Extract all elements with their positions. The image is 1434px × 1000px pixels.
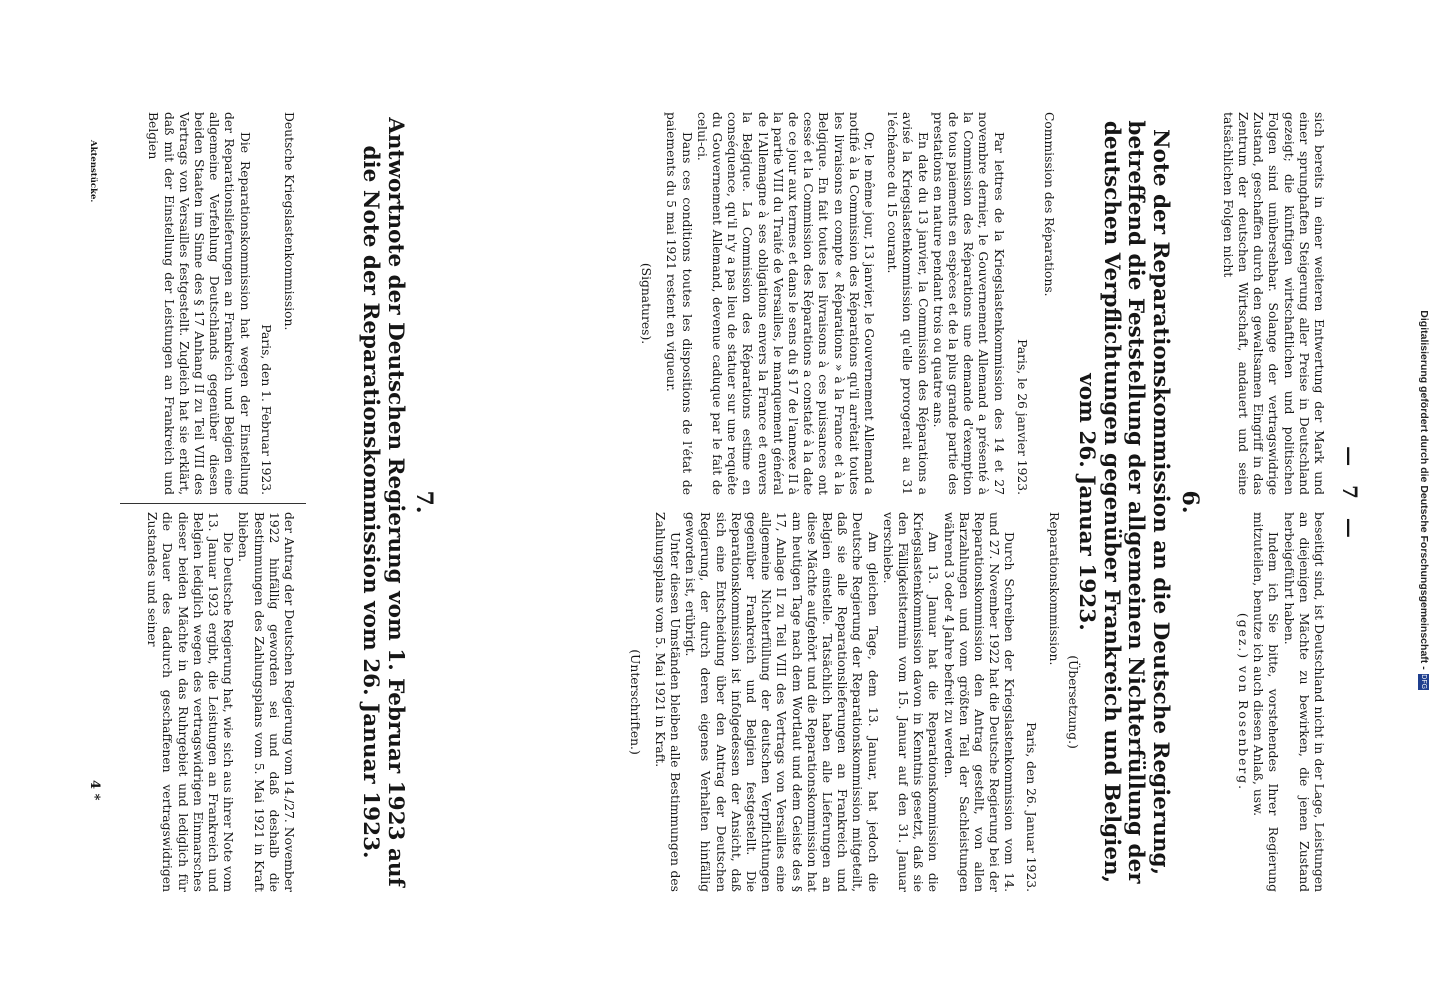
footer-mark: Aktenstücke.: [88, 140, 98, 203]
continuation-text-right: beseitigt sind, ist Deutschland nicht in der Lage, Leistungen an diejenigen Mächte zu bewirken, die jenen Zustand herbeigeführt haben.: [1281, 512, 1326, 892]
closing-paragraph: Indem ich Sie bitte, vorstehendes Ihrer Regierung mitzuteilen, benutze ich auch diesen Anlaß, usw.: [1251, 512, 1281, 892]
section-6-number: 6.: [1177, 490, 1203, 514]
digitization-watermark: [1414, 0, 1434, 1000]
page-number: — 7 —: [1338, 446, 1362, 544]
column-divider: [120, 503, 306, 504]
paragraph: Die Reparationskommission hat wegen der Einstellung der Reparationslieferungen an Frankreich und Belgien eine allgemeine Verfehlung Deutschlands gegenüber diesen beiden Staaten im Sinne des § 17 Anhang II zu Teil VIII des Vertrags von Versailles festgestellt. Zugleich hat sie erklärt, daß mit der Einstellung der Leistungen an Frankreich und Belgien: [146, 112, 252, 495]
paragraph: Durch Schreiben der Kriegslastenkommission vom 14. und 27. November 1922 hat die Deutsche Regierung bei der Reparationskommission den Antrag gestellt, von allen Barzahlungen und vom größten Teil der Sachleistungen während 3 oder 4 Jahre befreit zu werden.: [941, 512, 1017, 892]
paragraph: Unter diesen Umständen bleiben alle Bestimmungen des Zahlungsplans vom 5. Mai 1921 in Kraft.: [652, 512, 682, 892]
section-6-german-column: [626, 512, 1080, 892]
continuation-text-left: sich bereits in einer weiteren Entwertung der Mark und einer sprunghaften Steigerung aller Preise in Deutschland gezeigt; die künftigen wirtschaftlichen und politischen Folgen sind unübersehbar. Solange der vertragswidrige Zustand, geschaffen durch den gewaltsamen Eingriff in das Zentrum der deutschen Wirtschaft, andauert und seine tatsächlichen Folgen nicht: [1220, 112, 1326, 495]
paragraph: Dans ces conditions toutes les dispositions de l'état de paiements du 5 mai 1921 restent en vigueur.: [664, 112, 694, 495]
section-7-right-column: [144, 512, 296, 892]
sender-german: Reparationskommission.: [1046, 512, 1061, 666]
signatures-french: (Signatures).: [639, 262, 654, 345]
paragraph: Die Deutsche Regierung hat, wie sich aus ihrer Note vom 13. Januar 1923 ergibt, die Leistungen an Frankreich und Belgien lediglich wegen des vertragswidrigen Einmarsches dieser beiden Mächte in das Ruhrgebiet und lediglich für die Dauer des dadurch geschaffenen vertragswidrigen Zustandes und seiner: [145, 512, 236, 892]
dfg-logo-icon: DFG: [1420, 674, 1428, 690]
section-7-number: 7.: [411, 490, 437, 514]
section-6-french-column: [638, 112, 1056, 495]
signatures-german: (Unterschriften.): [627, 649, 642, 755]
paragraph: En date du 13 janvier, la Commission des Réparations a avisé la Kriegslastenkommission qu'elle prorogerait au 31 l'échéance du 15 courant.: [885, 112, 930, 495]
sender-kriegslastenkommission: Deutsche Kriegslastenkommission.: [282, 112, 296, 331]
place-date-section-7: Paris, den 1. Februar 1923.: [258, 324, 273, 495]
watermark-text: Digitalisierung gefördert durch die Deutsche Forschungsgemeinschaft -: [1418, 310, 1430, 670]
section-7-left-column: [145, 112, 296, 495]
section-6-title: Note der Reparationskommission an die Deutsche Regierung, betreffend die Feststellung der allgemeinen Nichterfüllung der deutschen Verpflichtungen gegenüber Frankreich und Belgien, vom 26. Januar 1923.: [1074, 120, 1173, 884]
paragraph: Or, le même jour, 13 janvier, le Gouvernement Allemand a notifié à la Commission des Réparations qu'il arrêtait toutes les livraisons en compte « Réparations » à la France et à la Belgique. En fait toutes les livraisons à ces puissances ont cessé et la Commission des Réparations a constaté à la date de ce jour aux termes et dans le sens du § 17 de l'annexe II à la partie VIII du Traité de Versailles, le manquement général de l'Allemagne à ses obligations envers la France et envers la Belgique. La Commission des Réparations estime en conséquence, qu'il n'y a pas lieu de statuer sur une requête du Gouvernement Allemand, devenue caduque par le fait de celui-ci.: [694, 112, 876, 495]
paragraph: Par lettres de la Kriegslastenkommission des 14 et 27 novembre dernier, le Gouvernement Allemand a présenté à la Commission des Réparations une demande d'exemption de tous paiements en espèces et de la plus grande partie des prestations en nature pendant trois ou quatre ans.: [930, 112, 1006, 495]
place-date-german: Paris, den 26. Januar 1923.: [1023, 722, 1038, 892]
signature-rosenberg: (gez.) von Rosenberg.: [1235, 612, 1250, 792]
section-7-title: Antwortnote der Deutschen Regierung vom 1. Februar 1923 auf die Note der Reparationskommission vom 26. Januar 1923.: [358, 117, 408, 887]
footer-page-number: 4 *: [87, 780, 102, 801]
translation-note: (Übersetzung.): [1066, 655, 1080, 749]
continuation-block-right: [1235, 512, 1326, 892]
place-date-french: Paris, le 26 janvier 1923.: [1014, 339, 1029, 495]
paragraph: der Antrag der Deutschen Regierung vom 14./27. November 1922 hinfällig geworden sei und daß deshalb die Bestimmungen des Zahlungsplans vom 5. Mai 1921 in Kraft blieben.: [236, 512, 296, 892]
sender-french: Commission des Réparations.: [1042, 112, 1056, 297]
paragraph: Am gleichen Tage, dem 13. Januar, hat jedoch die Deutsche Regierung der Reparationskommission mitgeteilt, daß sie alle Reparationslieferungen an Frankreich und Belgien einstelle. Tatsächlich haben alle Lieferungen an diese Mächte aufgehört und die Reparationskommission hat am heutigen Tage nach dem Wortlaut und dem Geiste des § 17, Anlage II zu Teil VIII des Vertrags von Versailles eine allgemeine Nichterfüllung der deutschen Verpflichtungen gegenüber Frankreich und Belgien festgestellt. Die Reparationskommission ist infolgedessen der Ansicht, daß sich eine Entscheidung über den Antrag der Deutschen Regierung, der durch deren eigenes Verhalten hinfällig geworden ist, erübrigt.: [683, 512, 880, 892]
paragraph: Am 13. Januar hat die Reparationskommission die Kriegslastenkommission davon in Kenntnis gesetzt, daß sie den Fälligkeitstermin vom 15. Januar auf den 31. Januar verschiebe.: [880, 512, 941, 892]
